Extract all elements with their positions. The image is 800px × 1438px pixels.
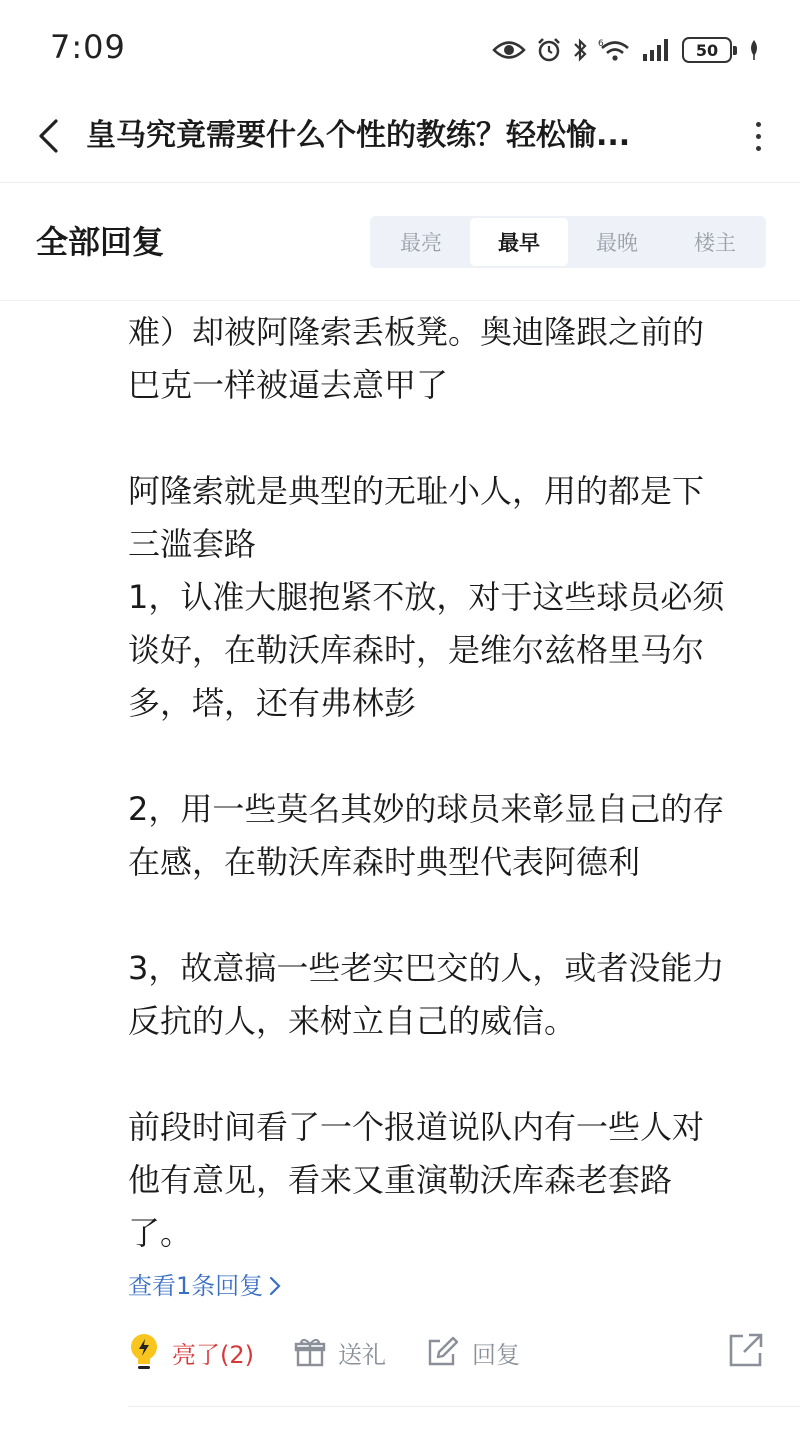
status-bar bbox=[0, 0, 800, 100]
lightbulb-icon bbox=[128, 1332, 160, 1372]
tab-latest[interactable]: 最晚 bbox=[596, 231, 638, 255]
divider bbox=[128, 1406, 800, 1407]
gift-icon bbox=[294, 1336, 326, 1368]
share-button[interactable] bbox=[728, 1332, 764, 1372]
leaf-icon bbox=[748, 39, 760, 61]
bluetooth-icon bbox=[572, 37, 588, 63]
paragraph-gap bbox=[128, 412, 776, 465]
reply-paragraph: 难）却被阿隆索丢板凳。奥迪隆跟之前的 巴克一样被逼去意甲了 bbox=[128, 313, 705, 404]
gift-label: 送礼 bbox=[338, 1340, 386, 1369]
replies-header bbox=[0, 184, 800, 301]
like-label: 亮了(2) bbox=[172, 1340, 254, 1369]
status-time: 7:09 bbox=[50, 28, 126, 66]
more-button[interactable] bbox=[746, 114, 770, 158]
signal-icon bbox=[642, 38, 672, 62]
section-title: 全部回复 bbox=[36, 223, 165, 261]
chevron-left-icon bbox=[37, 118, 59, 154]
reply-button[interactable] bbox=[426, 1335, 520, 1370]
status-icons bbox=[492, 30, 760, 70]
page-title: 皇马究竟需要什么个性的教练？轻松愉... bbox=[86, 118, 631, 153]
svg-text:6: 6 bbox=[598, 39, 604, 49]
tab-op-only[interactable]: 楼主 bbox=[694, 231, 736, 255]
reply-actions bbox=[128, 1326, 768, 1378]
view-replies-label: 查看1条回复 bbox=[128, 1272, 264, 1300]
reply-paragraph: 3，故意搞一些老实巴交的人，或者没能力 反抗的人，来树立自己的威信。 bbox=[128, 949, 725, 1040]
share-icon bbox=[728, 1332, 764, 1368]
battery-level: 50 bbox=[695, 40, 719, 60]
back-button[interactable] bbox=[28, 116, 68, 156]
paragraph-gap bbox=[128, 889, 776, 942]
top-bar bbox=[0, 90, 800, 183]
battery-icon bbox=[682, 37, 732, 63]
sort-tabs bbox=[370, 216, 766, 268]
reply-label: 回复 bbox=[472, 1340, 520, 1369]
tab-brightest[interactable]: 最亮 bbox=[400, 231, 442, 255]
more-dot bbox=[756, 146, 761, 151]
reply-paragraph: 前段时间看了一个报道说队内有一些人对 他有意见，看来又重演勒沃库森老套路 了。 bbox=[128, 1108, 705, 1252]
more-vertical-icon bbox=[756, 122, 761, 127]
reply-paragraph: 阿隆索就是典型的无耻小人，用的都是下 三滥套路 1，认准大腿抱紧不放，对于这些球员必须 谈好，在勒沃库森时，是维尔兹格里马尔 多，塔，还有弗林彭 bbox=[128, 472, 725, 722]
reply-paragraph: 2，用一些莫名其妙的球员来彰显自己的存 在感，在勒沃库森时典型代表阿德利 bbox=[128, 790, 725, 881]
eye-icon bbox=[492, 39, 526, 61]
reply-content bbox=[128, 306, 776, 1260]
paragraph-gap bbox=[128, 730, 776, 783]
edit-icon bbox=[426, 1336, 460, 1368]
more-dot bbox=[756, 134, 761, 139]
paragraph-gap bbox=[128, 1048, 776, 1101]
gift-button[interactable] bbox=[294, 1335, 386, 1370]
chevron-right-icon bbox=[269, 1276, 281, 1296]
like-button[interactable] bbox=[128, 1332, 254, 1372]
wifi-6-icon bbox=[598, 37, 632, 63]
tab-earliest[interactable]: 最早 bbox=[470, 218, 568, 266]
alarm-icon bbox=[536, 37, 562, 63]
view-replies-link[interactable] bbox=[128, 1266, 281, 1306]
